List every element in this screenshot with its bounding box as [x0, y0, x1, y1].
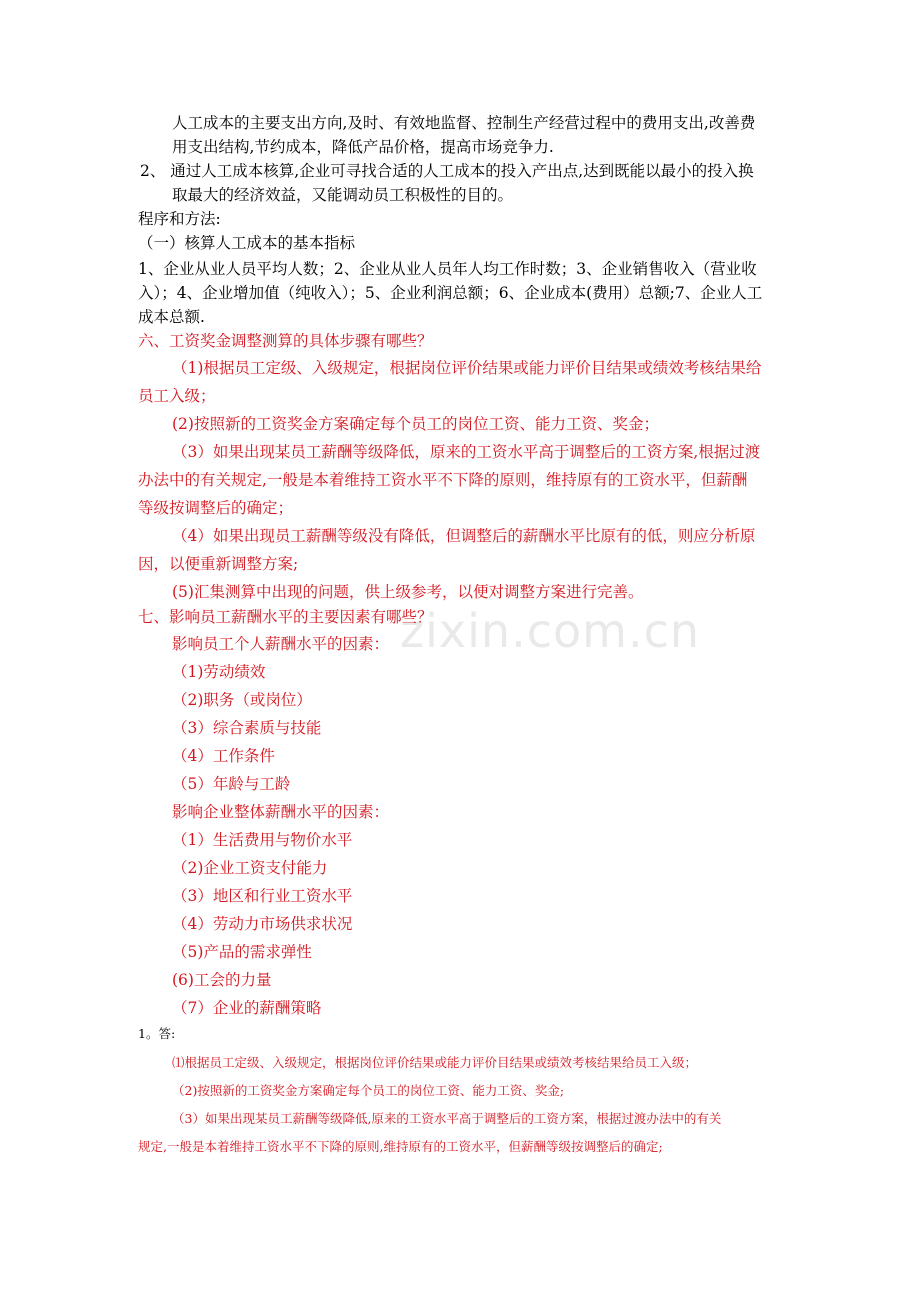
enterprise-factor: (6)工会的力量	[172, 971, 272, 989]
q6-step-1-line-2: 员工入级；	[138, 387, 216, 405]
procedure-heading: 程序和方法:	[138, 210, 221, 228]
enterprise-factor: （1）生活费用与物价水平	[172, 831, 353, 849]
paragraph-2-line-2: 取最大的经济效益，又能调动员工积极性的目的。	[172, 186, 514, 204]
q6-step-4-line-1: （4）如果出现员工薪酬等级没有降低，但调整后的薪酬水平比原有的低，则应分析原	[172, 527, 756, 545]
paragraph-2-line-1: 2、 通过人工成本核算,企业可寻找合适的人工成本的投入产出点,达到既能以最小的投入换	[140, 162, 754, 180]
individual-factor: （5）年龄与工龄	[172, 775, 291, 793]
indicators-line-3: 成本总额.	[138, 308, 205, 326]
answer-step-2: （2)按照新的工资奖金方案确定每个员工的岗位工资、能力工资、奖金;	[172, 1083, 565, 1098]
answer-label: 1。答:	[138, 1026, 176, 1041]
q6-step-3-line-2: 办法中的有关规定,一般是本着维持工资水平不下降的原则，维持原有的工资水平，但薪酬	[138, 471, 748, 489]
individual-factor: （3）综合素质与技能	[172, 719, 322, 737]
indicators-line-1: 1、企业从业人员平均人数；2、企业从业人员年人均工作时数；3、企业销售收入（营业收	[138, 260, 757, 278]
enterprise-factor: （7）企业的薪酬策略	[172, 999, 322, 1017]
answer-step-3-line-1: （3）如果出现某员工薪酬等级降低,原来的工资水平高于调整后的工资方案，根据过渡办法中的有关	[172, 1111, 722, 1126]
indicators-line-2: 入）；4、企业增加值（纯收入）；5、企业利润总额；6、企业成本(费用）总额;7、企业人工	[138, 284, 763, 302]
individual-factors-title: 影响员工个人薪酬水平的因素：	[172, 635, 390, 653]
enterprise-factors-title: 影响企业整体薪酬水平的因素：	[172, 803, 390, 821]
individual-factor: （4）工作条件	[172, 747, 275, 765]
q6-step-1-line-1: （1)根据员工定级、入级规定，根据岗位评价结果或能力评价目结果或绩效考核结果给	[172, 359, 762, 377]
enterprise-factor: （4）劳动力市场供求状况	[172, 915, 353, 933]
section-heading-1: （一）核算人工成本的基本指标	[138, 234, 356, 252]
individual-factor: （2)职务（或岗位）	[172, 691, 312, 709]
answer-step-3-line-2: 规定,一般是本着维持工资水平不下降的原则,维持原有的工资水平，但薪酬等级按调整后的确定;	[138, 1139, 663, 1154]
question-7-heading: 七、影响员工薪酬水平的主要因素有哪些？	[138, 608, 433, 626]
q6-step-5: (5)汇集测算中出现的问题，供上级参考，以便对调整方案进行完善。	[172, 583, 644, 601]
enterprise-factor: （2)企业工资支付能力	[172, 859, 328, 877]
q6-step-2: (2)按照新的工资奖金方案确定每个员工的岗位工资、能力工资、奖金；	[172, 415, 659, 433]
q6-step-4-line-2: 因，以便重新调整方案;	[138, 555, 299, 573]
enterprise-factor: （5)产品的需求弹性	[172, 943, 312, 961]
watermark: zixin.com.cn	[400, 604, 701, 658]
individual-factor: （1)劳动绩效	[172, 663, 266, 681]
enterprise-factor: （3）地区和行业工资水平	[172, 887, 353, 905]
q6-step-3-line-1: （3）如果出现某员工薪酬等级降低，原来的工资水平高于调整后的工资方案,根据过渡	[172, 443, 761, 461]
answer-step-1: ⑴根据员工定级、入级规定，根据岗位评价结果或能力评价目结果或绩效考核结果给员工入级；	[172, 1055, 698, 1070]
q6-step-3-line-3: 等级按调整后的确定；	[138, 499, 294, 517]
question-6-heading: 六、工资奖金调整测算的具体步骤有哪些？	[138, 332, 433, 350]
paragraph-1-line-2: 用支出结构,节约成本，降低产品价格，提高市场竞争力.	[172, 138, 554, 156]
paragraph-1-line-1: 人工成本的主要支出方向,及时、有效地监督、控制生产经营过程中的费用支出,改善费	[172, 114, 756, 132]
